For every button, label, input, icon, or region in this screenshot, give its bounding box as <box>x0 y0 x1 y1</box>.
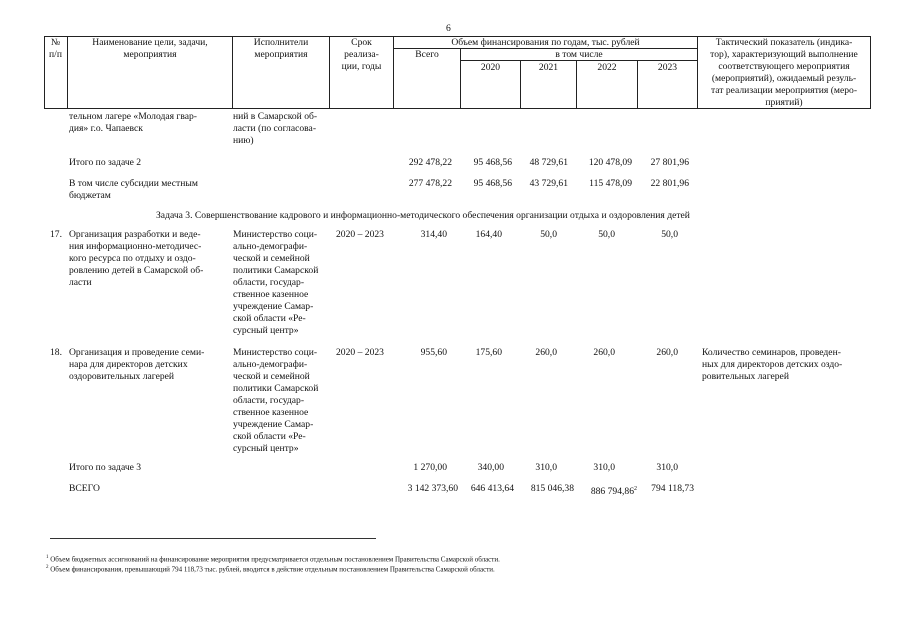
row18-2023: 260,0 <box>656 347 678 358</box>
subsidies-label: В том числе субсидии местным бюджетам <box>69 178 198 201</box>
row17-all: 314,40 <box>420 229 447 240</box>
subsidies-all: 277 478,22 <box>408 178 452 189</box>
grand-total-all: 3 142 373,60 <box>407 483 458 494</box>
header-num: № п/п <box>49 37 62 60</box>
row18-all: 955,60 <box>420 347 447 358</box>
header-indicator: Тактический показатель (индика- тор), характеризующий выполнение соответствующего мероприятия (мероприятий), ожидаемый резуль- тат реализации мероприятия (меро- приятий) <box>710 37 858 108</box>
row17-2022: 50,0 <box>598 229 615 240</box>
task2-total-all: 292 478,22 <box>408 157 452 168</box>
header-term: Срок реализа- ции, годы <box>341 37 382 72</box>
subsidies-2022: 115 478,09 <box>589 178 632 189</box>
task3-total-all: 1 270,00 <box>413 462 447 473</box>
task3-total-2022: 310,0 <box>593 462 615 473</box>
footnote-1-text: Объем бюджетных ассигнований на финансирование мероприятия предусматривается отдельным постановлением Правительства Самарской области. <box>50 555 500 564</box>
row17-executors: Министерство соци- ально-демографи- ческой и семейной политики Самарской области, государ- ственное казенное учреждение Самар- ской области «Ре- сурсный центр» <box>233 229 319 336</box>
row17-term: 2020 – 2023 <box>336 229 384 240</box>
grand-total-label: ВСЕГО <box>69 483 100 494</box>
grand-total-2022-value: 886 794,86 <box>590 486 634 498</box>
row18-2021: 260,0 <box>535 347 557 358</box>
task3-total-2020: 340,00 <box>477 462 504 473</box>
grand-total-2022 <box>591 483 637 498</box>
footnote-separator <box>50 538 376 539</box>
row18-term: 2020 – 2023 <box>336 347 384 358</box>
header-including: в том числе <box>555 49 603 60</box>
row17-name: Организация разработки и веде- ния информационно-методичес- кого ресурса по отдыху и оздо- ровлению детей в Самарской об- ласти <box>69 229 204 288</box>
grand-total-2020: 646 413,64 <box>470 483 514 494</box>
continuation-executors: ний в Самарской об- ласти (по согласова- нию) <box>233 111 318 146</box>
task3-title: Задача 3. Совершенствование кадрового и информационно-методического обеспечения организации отдыха и оздоровления детей <box>156 210 690 221</box>
header-year-2020: 2020 <box>480 62 501 73</box>
task2-total-label: Итого по задаче 2 <box>69 157 142 168</box>
row17-number: 17. <box>50 229 62 240</box>
row17-2023: 50,0 <box>661 229 678 240</box>
grand-total-2021: 815 046,38 <box>530 483 574 494</box>
footnote-1-mark: 1 <box>46 555 49 560</box>
footnote-2-text: Объем финансирования, превышающий 794 118,73 тыс. рублей, вводится в действие отдельным постановлением Правительства Самарской области. <box>50 565 495 574</box>
footnote-2-mark: 2 <box>46 565 49 570</box>
header-year-2022: 2022 <box>597 62 617 73</box>
row17-2020: 164,40 <box>475 229 502 240</box>
task2-total-2020: 95 468,56 <box>473 157 512 168</box>
row18-2022: 260,0 <box>593 347 615 358</box>
task2-total-2023: 27 801,96 <box>650 157 689 168</box>
header-year-2023: 2023 <box>657 62 678 73</box>
header-total: Всего <box>415 49 439 60</box>
task3-total-2023: 310,0 <box>656 462 678 473</box>
subsidies-2023: 22 801,96 <box>650 178 689 189</box>
grand-total-2023: 794 118,73 <box>651 483 694 494</box>
task3-total-label: Итого по задаче 3 <box>69 462 142 473</box>
header-executors: Исполнители мероприятия <box>253 37 309 60</box>
header-year-2021: 2021 <box>538 62 559 73</box>
row18-2020: 175,60 <box>475 347 502 358</box>
row18-indicator: Количество семинаров, проведен- ных для директоров детских оздо- ровительных лагерей <box>702 347 843 382</box>
continuation-name: тельном лагере «Молодая гвар- дия» г.о. Чапаевск <box>69 111 198 134</box>
task2-total-2022: 120 478,09 <box>588 157 632 168</box>
header-funding: Объем финансирования по годам, тыс. рублей <box>451 37 640 48</box>
footnote-2 <box>46 563 495 574</box>
row18-number: 18. <box>50 347 62 358</box>
task2-total-2021: 48 729,61 <box>529 157 568 168</box>
row18-executors: Министерство соци- ально-демографи- ческой и семейной политики Самарской области, государ- ственное казенное учреждение Самар- ской области «Ре- сурсный центр» <box>233 347 319 454</box>
row17-2021: 50,0 <box>540 229 557 240</box>
subsidies-2020: 95 468,56 <box>473 178 512 189</box>
page-number: 6 <box>446 23 451 34</box>
subsidies-2021: 43 729,61 <box>529 178 568 189</box>
task3-total-2021: 310,0 <box>535 462 557 473</box>
header-name: Наименование цели, задачи, мероприятия <box>92 37 208 60</box>
footnote-ref-2: 2 <box>634 486 637 492</box>
row18-name: Организация и проведение семи- нара для директоров детских оздоровительных лагерей <box>69 347 205 382</box>
